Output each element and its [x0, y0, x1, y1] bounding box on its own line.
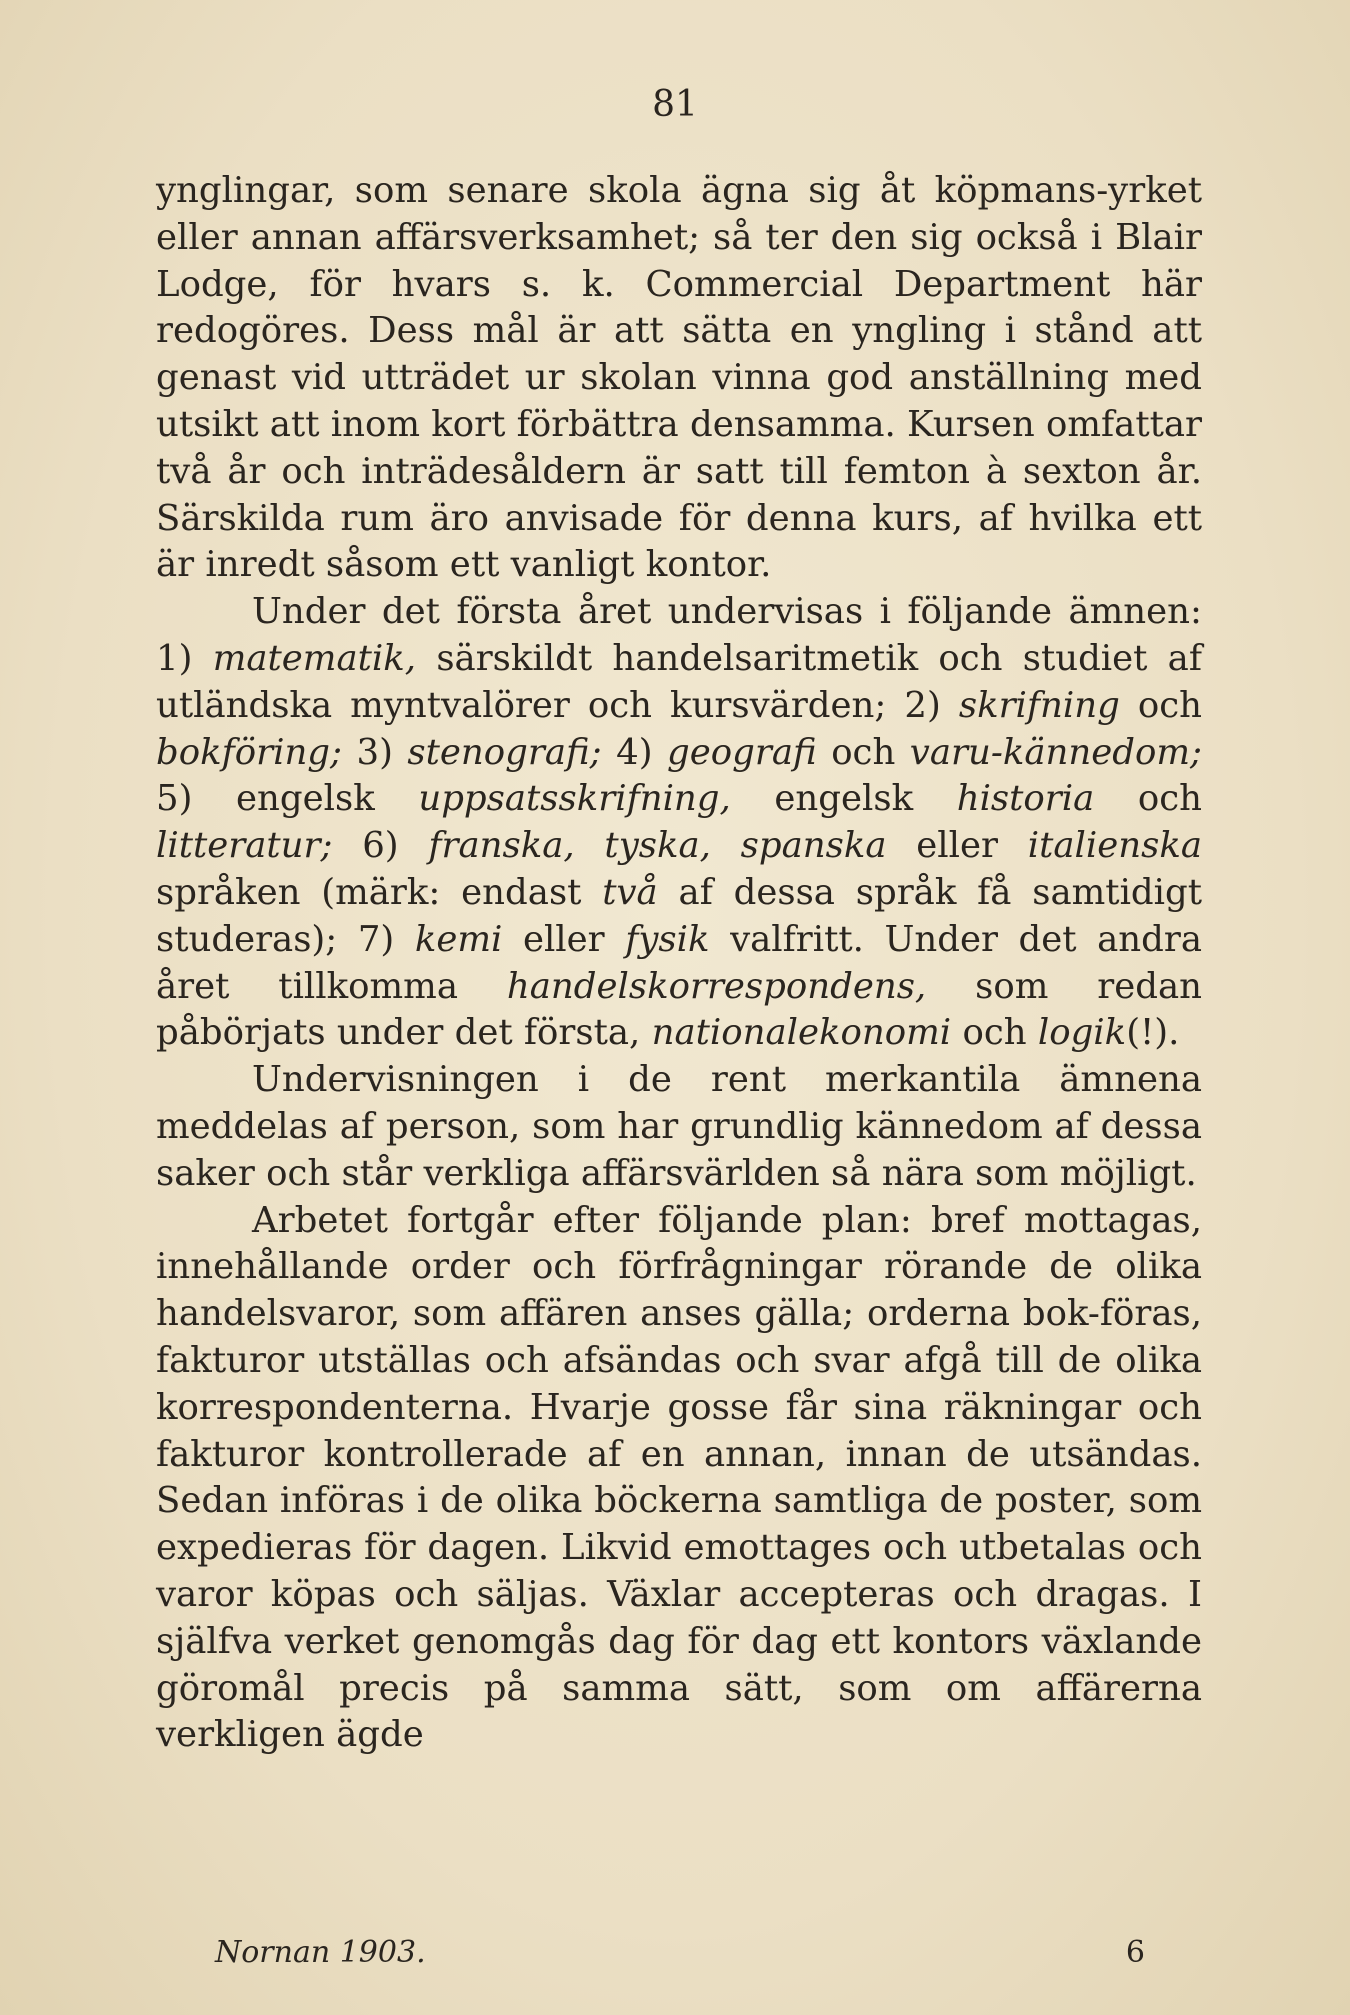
paragraph — [156, 168, 1202, 589]
text-run: som redan påbörjats under det första, — [156, 965, 1202, 1054]
paragraph — [156, 589, 1202, 1057]
body-text — [156, 168, 1202, 1759]
text-run: eller — [502, 918, 626, 960]
text-run: och — [1119, 684, 1202, 726]
italic-term: stenografi; — [407, 731, 602, 773]
italic-term: kemi — [414, 918, 503, 960]
text-run: 4) — [601, 731, 668, 773]
text-run: 6) — [332, 825, 429, 867]
italic-term: litteratur; — [156, 825, 333, 867]
text-run: särskildt handelsaritmetik och studiet af utländska myntvalörer och kursvärden; 2) — [156, 637, 1202, 726]
text-run: 5) engelsk — [156, 778, 419, 820]
italic-term: franska, tyska, spanska — [428, 825, 887, 867]
text-run: språken (märk: endast — [156, 871, 603, 913]
text-run: och — [816, 731, 910, 773]
footer-title: Nornan 1903. — [215, 1935, 426, 1970]
text-run: Arbetet fortgår efter följande plan: bref mottagas, innehållande order och förfrågningar rörande de olika handelsvaror, som affären anses gälla; orderna bok-föras, fakturor utställas och afsändas och svar afgå till de olika korrespondenterna. Hvarje gosse får sina räkningar och fakturor kontrollerade af en annan, innan de utsändas. Sedan införas i de olika böckerna samtliga de poster, som expedieras för dagen. Likvid emottages och utbetalas och varor köpas och säljas. Växlar accepteras och dragas. I själfva verket genomgås dag för dag ett kontors växlande göromål precis på samma sätt, som om affärerna verkligen ägde — [156, 1199, 1202, 1756]
italic-term: nationalekonomi — [651, 1012, 952, 1054]
text-run: Under det första året undervisas i följande ämnen: 1) — [156, 591, 1202, 679]
italic-term: två — [602, 871, 658, 913]
text-run: Undervisningen i de rent merkantila ämnena meddelas af person, som har grundlig kännedom af dessa saker och står verkliga affärsvärlden så nära som möjligt. — [156, 1059, 1202, 1194]
text-run: och — [951, 1012, 1038, 1054]
page-footer — [215, 1935, 1145, 1970]
italic-term: bokföring; — [156, 731, 342, 773]
italic-term: varu-kännedom; — [909, 731, 1202, 773]
paragraph — [156, 1198, 1202, 1760]
italic-term: italienska — [1027, 825, 1202, 867]
text-run: engelsk — [730, 778, 957, 820]
text-run: (!). — [1126, 1012, 1180, 1054]
text-run: 3) — [342, 731, 408, 773]
italic-term: skrifning — [958, 684, 1120, 726]
italic-term: handelskorrespondens, — [506, 965, 927, 1007]
page-number: 81 — [652, 84, 698, 125]
italic-term: fysik — [625, 918, 710, 960]
italic-term: uppsatsskrifning, — [418, 778, 731, 820]
text-run: af dessa språk få samtidigt studeras); 7) — [156, 871, 1202, 960]
text-run: eller — [886, 825, 1028, 867]
text-run: valfritt. Under det andra året tillkomma — [156, 918, 1203, 1007]
text-run: ynglingar, som senare skola ägna sig åt köpmans-yrket eller annan affärsverksamhet; så ter den sig också i Blair Lodge, för hvars s. k. Commercial Department här redogöres. Dess mål är att sätta en yngling i stånd att genast vid utträdet ur skolan vinna god anställning med utsikt att inom kort förbättra densamma. Kursen omfattar två år och inträdesåldern är satt till femton à sexton år. Särskilda rum äro anvisade för denna kurs, af hvilka ett är inredt såsom ett vanligt kontor. — [156, 170, 1203, 586]
italic-term: historia — [956, 778, 1095, 820]
italic-term: geografi — [667, 731, 817, 773]
signature-mark: 6 — [1125, 1935, 1145, 1970]
italic-term: matematik, — [212, 637, 417, 679]
text-run: och — [1094, 778, 1203, 820]
paragraph — [156, 1057, 1202, 1197]
italic-term: logik — [1037, 1012, 1127, 1054]
